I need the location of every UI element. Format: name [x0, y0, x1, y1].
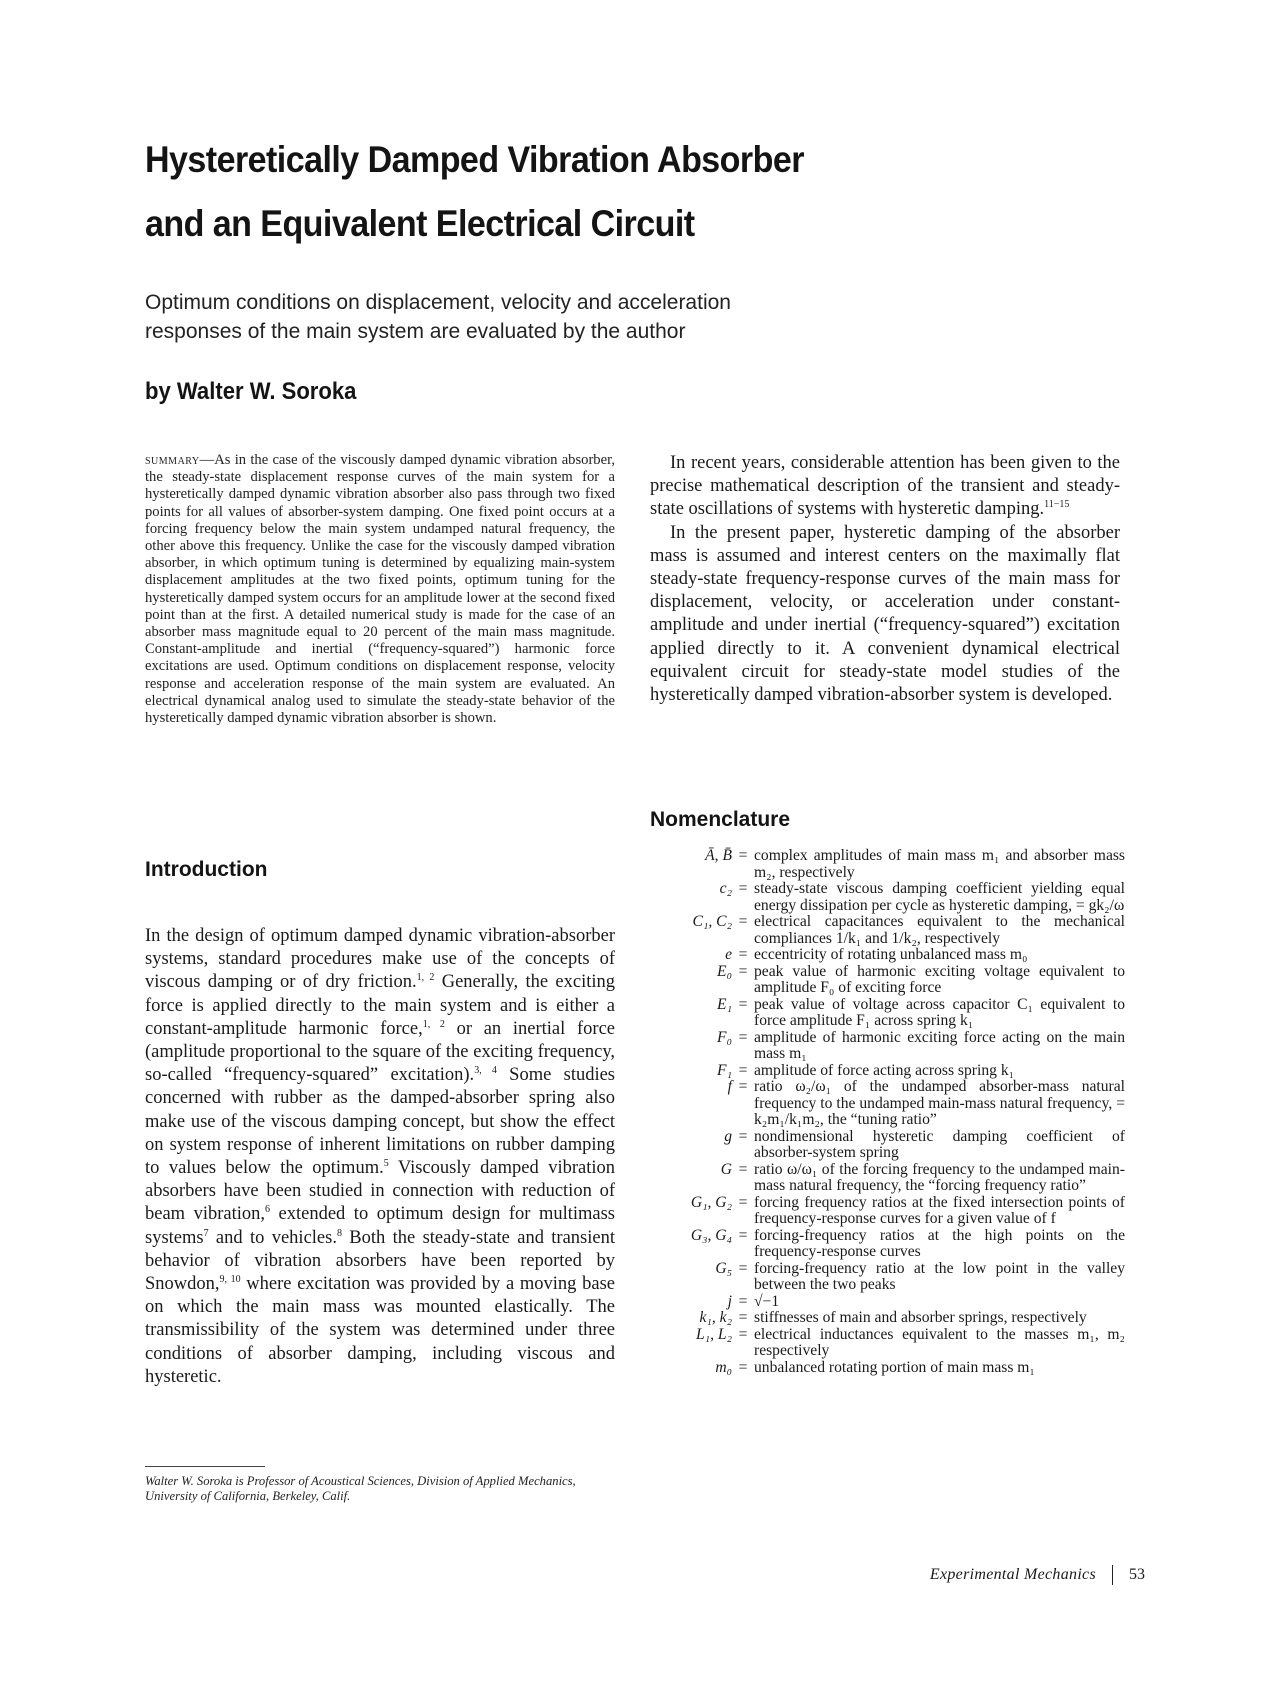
- page-number: 53: [1129, 1566, 1145, 1583]
- nomenclature-symbol: e: [725, 946, 732, 963]
- equals-sign: =: [738, 880, 748, 897]
- nomenclature-entry: [650, 881, 1125, 914]
- equals-sign: =: [738, 946, 748, 963]
- nomenclature-list: [650, 848, 1125, 1376]
- citation-ref: 5: [383, 1157, 389, 1169]
- equals-sign: =: [738, 1193, 748, 1211]
- equals-sign: =: [738, 995, 748, 1013]
- nomenclature-entry: [650, 1030, 1125, 1063]
- citation-ref: 9, 10: [219, 1273, 241, 1285]
- citation-ref: 1, 2: [422, 1018, 445, 1030]
- nomenclature-symbol: G₃, G₄: [690, 1226, 732, 1244]
- nomenclature-definition: electrical inductances equivalent to the masses m₁, m₂ respectively: [754, 1325, 1125, 1359]
- nomenclature-definition: forcing-frequency ratio at the low point in the valley between the two peaks: [754, 1259, 1125, 1293]
- nomenclature-entry: [650, 848, 1125, 881]
- equals-sign: =: [738, 1160, 748, 1178]
- nomenclature-definition: peak value of voltage across capacitor C₁ equivalent to force amplitude F₁ across spring k₁: [754, 995, 1125, 1029]
- nomenclature-symbol: E₀: [717, 962, 732, 980]
- nomenclature-entry: [650, 1327, 1125, 1360]
- author-footnote: Walter W. Soroka is Professor of Acoustical Sciences, Division of Applied Mechanics, University of California, Berkeley, Calif.: [145, 1474, 576, 1503]
- equals-sign: =: [738, 1028, 748, 1046]
- nomenclature-definition: complex amplitudes of main mass m₁ and absorber mass m₂, respectively: [754, 847, 1125, 881]
- nomenclature-symbol: G₅: [715, 1259, 732, 1277]
- equals-sign: =: [738, 1127, 748, 1145]
- nomenclature-definition: electrical capacitances equivalent to the mechanical compliances 1/k₁ and 1/k₂, respectively: [754, 913, 1125, 947]
- author-byline: by Walter W. Soroka: [145, 378, 357, 405]
- nomenclature-entry: [650, 1294, 1125, 1311]
- nomenclature-symbol: F₀: [717, 1028, 732, 1046]
- nomenclature-definition: amplitude of force acting across spring k₁: [754, 1061, 1015, 1079]
- nomenclature-symbol: c₂: [719, 880, 732, 897]
- citation-ref: 3, 4: [474, 1065, 497, 1077]
- equals-sign: =: [738, 962, 748, 980]
- nomenclature-entry: [650, 1079, 1125, 1129]
- nomenclature-symbol: Ā, B̄: [705, 847, 732, 864]
- nomenclature-definition: ratio ω/ω₁ of the forcing frequency to the undamped main-mass natural frequency, the “forcing frequency ratio”: [754, 1160, 1125, 1194]
- paper-subtitle: [145, 288, 825, 346]
- nomenclature-symbol: F₁: [717, 1061, 732, 1079]
- citation-ref: 6: [265, 1204, 270, 1216]
- nomenclature-definition: nondimensional hysteretic damping coefficient of absorber-system spring: [754, 1127, 1125, 1161]
- citation-ref: 8: [336, 1227, 342, 1239]
- citation-ref: 1, 2: [416, 972, 435, 984]
- intro-text: Generally, the exciting force is applied directly to the main system and is either a constant-amplitude harmonic force,: [145, 972, 615, 1039]
- right-text: In recent years, considerable attention has been given to the precise mathematical description of the transient and steady-state oscillations of systems with hysteretic damping.: [650, 453, 1120, 520]
- nomenclature-definition: peak value of harmonic exciting voltage equivalent to amplitude F₀ of exciting force: [754, 962, 1125, 996]
- footnote-divider: [145, 1466, 265, 1467]
- right-column-body: [650, 452, 1120, 707]
- citation-ref: 11−15: [1044, 499, 1070, 511]
- nomenclature-definition: steady-state viscous damping coefficient yielding equal energy dissipation per cycle as hysteretic damping, = gk₂/ω: [754, 880, 1125, 914]
- intro-text: and to vehicles.: [208, 1227, 337, 1248]
- paper-title: [145, 128, 881, 256]
- nomenclature-heading: Nomenclature: [650, 808, 791, 831]
- nomenclature-definition: ratio ω₂/ω₁ of the undamped absorber-mass natural frequency to the undamped main-mass natural frequency, = k₂m₁/k₁m₂, the “tuning ratio”: [754, 1078, 1125, 1128]
- equals-sign: =: [738, 1292, 748, 1310]
- equals-sign: =: [738, 1259, 748, 1277]
- nomenclature-entry: [650, 1261, 1125, 1294]
- equals-sign: =: [738, 1078, 748, 1095]
- nomenclature-symbol: E₁: [717, 995, 732, 1013]
- equals-sign: =: [738, 847, 748, 864]
- nomenclature-symbol: j: [727, 1292, 732, 1310]
- nomenclature-symbol: k₁, k₂: [699, 1309, 732, 1326]
- right-paragraph-1: [650, 452, 1120, 522]
- nomenclature-entry: [650, 1162, 1125, 1195]
- intro-text: where excitation was provided by a moving base on which the main mass was mounted elastically. The transmissibility of the system was determined under three conditions of absorber damping, including viscous and hysteretic.: [145, 1274, 615, 1387]
- equals-sign: =: [738, 1226, 748, 1244]
- title-line-2: and an Equivalent Electrical Circuit: [145, 203, 695, 244]
- nomenclature-entry: [650, 947, 1125, 964]
- summary-label: summary: [145, 452, 200, 468]
- nomenclature-definition: stiffnesses of main and absorber springs, respectively: [754, 1309, 1087, 1326]
- nomenclature-entry: [650, 1063, 1125, 1080]
- nomenclature-definition: forcing frequency ratios at the fixed intersection points of frequency-response curves for a given value of f: [754, 1193, 1125, 1227]
- equals-sign: =: [738, 1309, 748, 1326]
- citation-ref: 7: [203, 1227, 209, 1239]
- nomenclature-definition: amplitude of harmonic exciting force acting on the main mass m₁: [754, 1028, 1125, 1062]
- nomenclature-symbol: G₁, G₂: [690, 1193, 732, 1211]
- intro-text: Some studies concerned with rubber as the damped-absorber spring also make use of the viscous damping concept, but show the effect on system response of inherent limitations on rubber damping to values below the optimum.: [145, 1065, 616, 1179]
- intro-text: In the design of optimum damped dynamic vibration-absorber systems, standard procedures make use of the concepts of viscous damping or of dry friction.: [145, 926, 615, 993]
- journal-name: Experimental Mechanics: [929, 1566, 1096, 1583]
- nomenclature-definition: eccentricity of rotating unbalanced mass m₀: [754, 946, 1028, 963]
- nomenclature-symbol: C₁, C₂: [692, 913, 732, 930]
- title-line-1: Hysteretically Damped Vibration Absorber: [145, 139, 804, 180]
- nomenclature-definition: unbalanced rotating portion of main mass m₁: [754, 1358, 1035, 1376]
- nomenclature-entry: [650, 964, 1125, 997]
- subtitle-line-2: responses of the main system are evaluated by the author: [145, 320, 686, 343]
- introduction-heading: Introduction: [145, 858, 268, 881]
- introduction-body: [145, 925, 615, 1389]
- right-paragraph-2: In the present paper, hysteretic damping of the absorber mass is assumed and interest centers on the maximally flat steady-state frequency-response curves of the main mass for displacement, velocity, or acceleration under constant-amplitude and under inertial (“frequency-squared”) excitation applied directly to it. A convenient dynamical electrical equivalent circuit for steady-state model studies of the hysteretically damped vibration-absorber system is developed.: [650, 522, 1120, 706]
- nomenclature-symbol: m₀: [715, 1358, 732, 1376]
- nomenclature-entry: [650, 1129, 1125, 1162]
- summary-paragraph: [145, 452, 615, 727]
- equals-sign: =: [738, 1061, 748, 1079]
- nomenclature-entry: [650, 997, 1125, 1030]
- equals-sign: =: [738, 1358, 748, 1376]
- nomenclature-entry: [650, 1360, 1125, 1377]
- page-footer: [930, 1565, 1145, 1585]
- subtitle-line-1: Optimum conditions on displacement, velocity and acceleration: [145, 291, 731, 314]
- nomenclature-symbol: f: [727, 1078, 732, 1095]
- equals-sign: =: [738, 913, 748, 930]
- footer-separator: [1112, 1565, 1113, 1585]
- equals-sign: =: [738, 1325, 748, 1343]
- intro-text: or an inertial force (amplitude proportional to the square of the exciting frequency, so-called “frequency-squared” excitation).: [145, 1018, 616, 1086]
- nomenclature-entry: [650, 1195, 1125, 1228]
- nomenclature-symbol: g: [724, 1127, 732, 1145]
- nomenclature-symbol: L₁, L₂: [696, 1325, 732, 1343]
- nomenclature-entry: [650, 1228, 1125, 1261]
- nomenclature-symbol: G: [720, 1160, 732, 1178]
- nomenclature-entry: [650, 914, 1125, 947]
- nomenclature-definition: √−1: [754, 1292, 780, 1310]
- intro-text: Both the steady-state and transient behavior of vibration absorbers have been reported by Snowdon,: [145, 1227, 615, 1295]
- nomenclature-definition: forcing-frequency ratios at the high points on the frequency-response curves: [754, 1226, 1125, 1260]
- nomenclature-entry: [650, 1310, 1125, 1327]
- summary-text: —As in the case of the viscously damped dynamic vibration absorber, the steady-state displacement response curves of the main system for a hysteretically damped dynamic vibration absorber also pass through two fixed points for all values of absorber-system damping. One fixed point occurs at a forcing frequency below the main system undamped natural frequency, the other above this frequency. Unlike the case for the viscously damped vibration absorber, in which optimum tuning is determined by equalizing main-system displacement amplitudes at the two fixed points, optimum tuning for the hysteretically damped system occurs for an amplitude lower at the second fixed point than at the first. A detailed numerical study is made for the case of an absorber mass magnitude equal to 20 percent of the main mass magnitude. Constant-amplitude and inertial (“frequency-squared”) harmonic force excitations are used. Optimum conditions on displacement response, velocity response and acceleration response of the main system are evaluated. An electrical dynamical analog used to simulate the steady-state behavior of the hysteretically damped dynamic vibration absorber is shown.: [145, 452, 615, 727]
- intro-text: Viscously damped vibration absorbers have been studied in connection with reduction of beam vibration,: [145, 1158, 615, 1225]
- intro-text: extended to optimum design for multimass systems: [145, 1204, 615, 1248]
